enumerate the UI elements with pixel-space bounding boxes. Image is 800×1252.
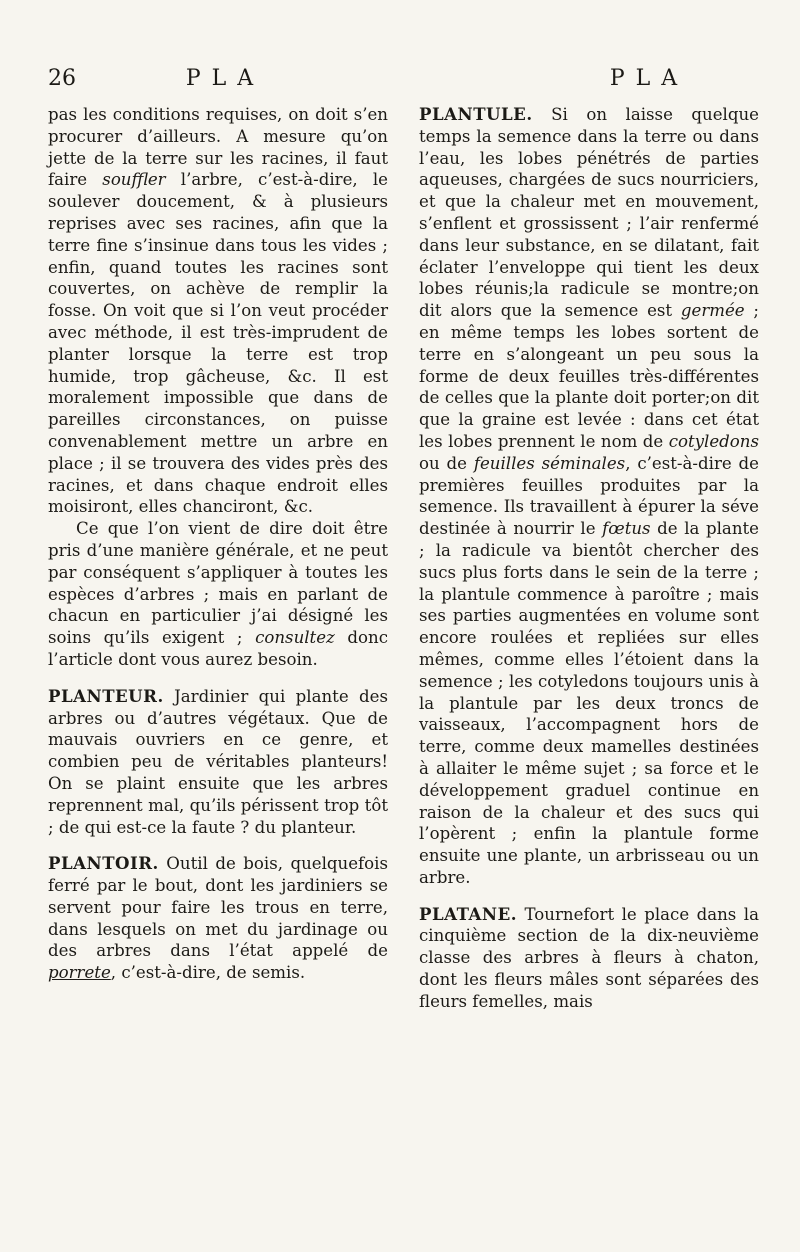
text-run: donc l’article dont vous aurez besoin. xyxy=(48,628,389,669)
entry-headword: PLATANE. xyxy=(419,903,518,924)
entry-text: , c’est-à-dire, de semis. xyxy=(110,963,306,983)
entry-headword: PLANTOIR. xyxy=(48,853,159,874)
italic-term: souffler xyxy=(102,170,166,190)
continued-paragraph xyxy=(48,104,388,518)
page-number: 26 xyxy=(48,66,76,91)
running-head-right: PLA xyxy=(609,66,689,91)
italic-term: germée xyxy=(680,301,745,321)
text-run: l’arbre, c’est-à-dire, le soulever doucement, & à plusieurs reprises avec ses racines, afin que la terre fine s’insinue dans tous les vides ; enfin, quand toutes les racines sont couvertes, on achève de remplir la fosse. On voit que si l’on veut procéder avec méthode, il est très-imprudent de planter lorsque la terre est trop humide, trop gâcheuse, &c. Il est moralement impossible que dans de pareilles circonstances, on puisse convenablement mettre un arbre en place ; il se trouvera des vides près des racines, et dans chaque endroit elles moisiront, elles chanciront, &c. xyxy=(48,170,388,517)
entry-plantoir xyxy=(48,853,388,984)
italic-term: feuilles séminales xyxy=(473,453,626,473)
entry-text: de la plante ; la radicule va bientôt chercher des sucs plus forts dans le sein de la terre ; la plantule commence à paroître ; mais ses parties augmentées en volume sont encore roulées et repliées sur elles mêmes, comme elles l’étoient dans la semence ; les cotyledons toujours unis à la plantule par les deux troncs de vaisseaux, l’accompagnent hors de terre, comme deux mamelles destinées à allaiter le même sujet ; sa force et le développement graduel continue en raison de la chaleur et des sucs qui l’opèrent ; enfin la plantule forme ensuite une plante, un arbrisseau ou un arbre. xyxy=(419,519,759,887)
italic-term: fœtus xyxy=(602,519,651,539)
entry-text: ; en même temps les lobes sortent de terre en s’alongeant un peu sous la forme de deux feuilles très-différentes de celles que la plante doit porter;on dit que la graine est levée : dans cet état les lobes prennent le nom de xyxy=(419,301,759,451)
text-run: pas les conditions requises, on doit s’en procurer d’ailleurs. A mesure qu’on jette de la terre sur les racines, il faut faire xyxy=(48,105,388,190)
entry-text: Tournefort le place dans la cinquième section de la dix-neuvième classe des arbres à fleurs à chaton, dont les fleurs mâles sont séparées des fleurs femelles, mais xyxy=(419,904,759,1011)
entry-text: ou de xyxy=(419,453,474,473)
right-column xyxy=(419,104,759,1013)
entry-text: , c’est-à-dire de premières feuilles produites par la semence. Ils travaillent à épurer la séve destinée à nourrir le xyxy=(419,453,759,539)
paragraph xyxy=(48,518,388,671)
text-run: Ce que l’on vient de dire doit être pris d’une manière générale, et ne peut par conséquent s’appliquer à toutes les espèces d’arbres ; mais en parlant de chacun en particulier j’ai désigné les soins qu’ils exigent ; xyxy=(48,519,388,648)
left-column xyxy=(48,104,388,984)
entry-text: Jardinier qui plante des arbres ou d’autres végétaux. Que de mauvais ouvriers en ce genre, et combien peu de véritables planteurs! On se plaint ensuite que les arbres reprennent mal, qu’ils périssent trop tôt ; de qui est-ce la faute ? du planteur. xyxy=(48,686,388,837)
running-header xyxy=(0,66,800,100)
italic-term: cotyledons xyxy=(668,431,759,451)
entry-planteur xyxy=(48,686,388,839)
italic-term: consultez xyxy=(255,628,335,648)
italic-term: porrete xyxy=(48,963,111,983)
entry-plantule xyxy=(419,104,759,889)
entry-headword: PLANTULE. xyxy=(419,104,533,124)
entry-platane xyxy=(419,904,759,1013)
entry-text: Outil de bois, quelquefois ferré par le bout, dont les jardiniers se servent pour faire les trous en terre, dans lesquels on met du jardinage ou des arbres dans l’état appelé de xyxy=(48,854,388,961)
entry-headword: PLANTEUR. xyxy=(48,685,164,706)
entry-text: Si on laisse quelque temps la semence dans la terre ou dans l’eau, les lobes pénétrés de parties aqueuses, chargées de sucs nourriciers, et que la chaleur met en mouvement, s’enflent et grossissent ; l’air renfermé dans leur substance, en se dilatant, fait éclater l’enveloppe qui tient les deux lobes réunis;la radicule se montre;on dit alors que la semence est xyxy=(419,105,759,321)
running-head-left: PLA xyxy=(185,66,265,91)
